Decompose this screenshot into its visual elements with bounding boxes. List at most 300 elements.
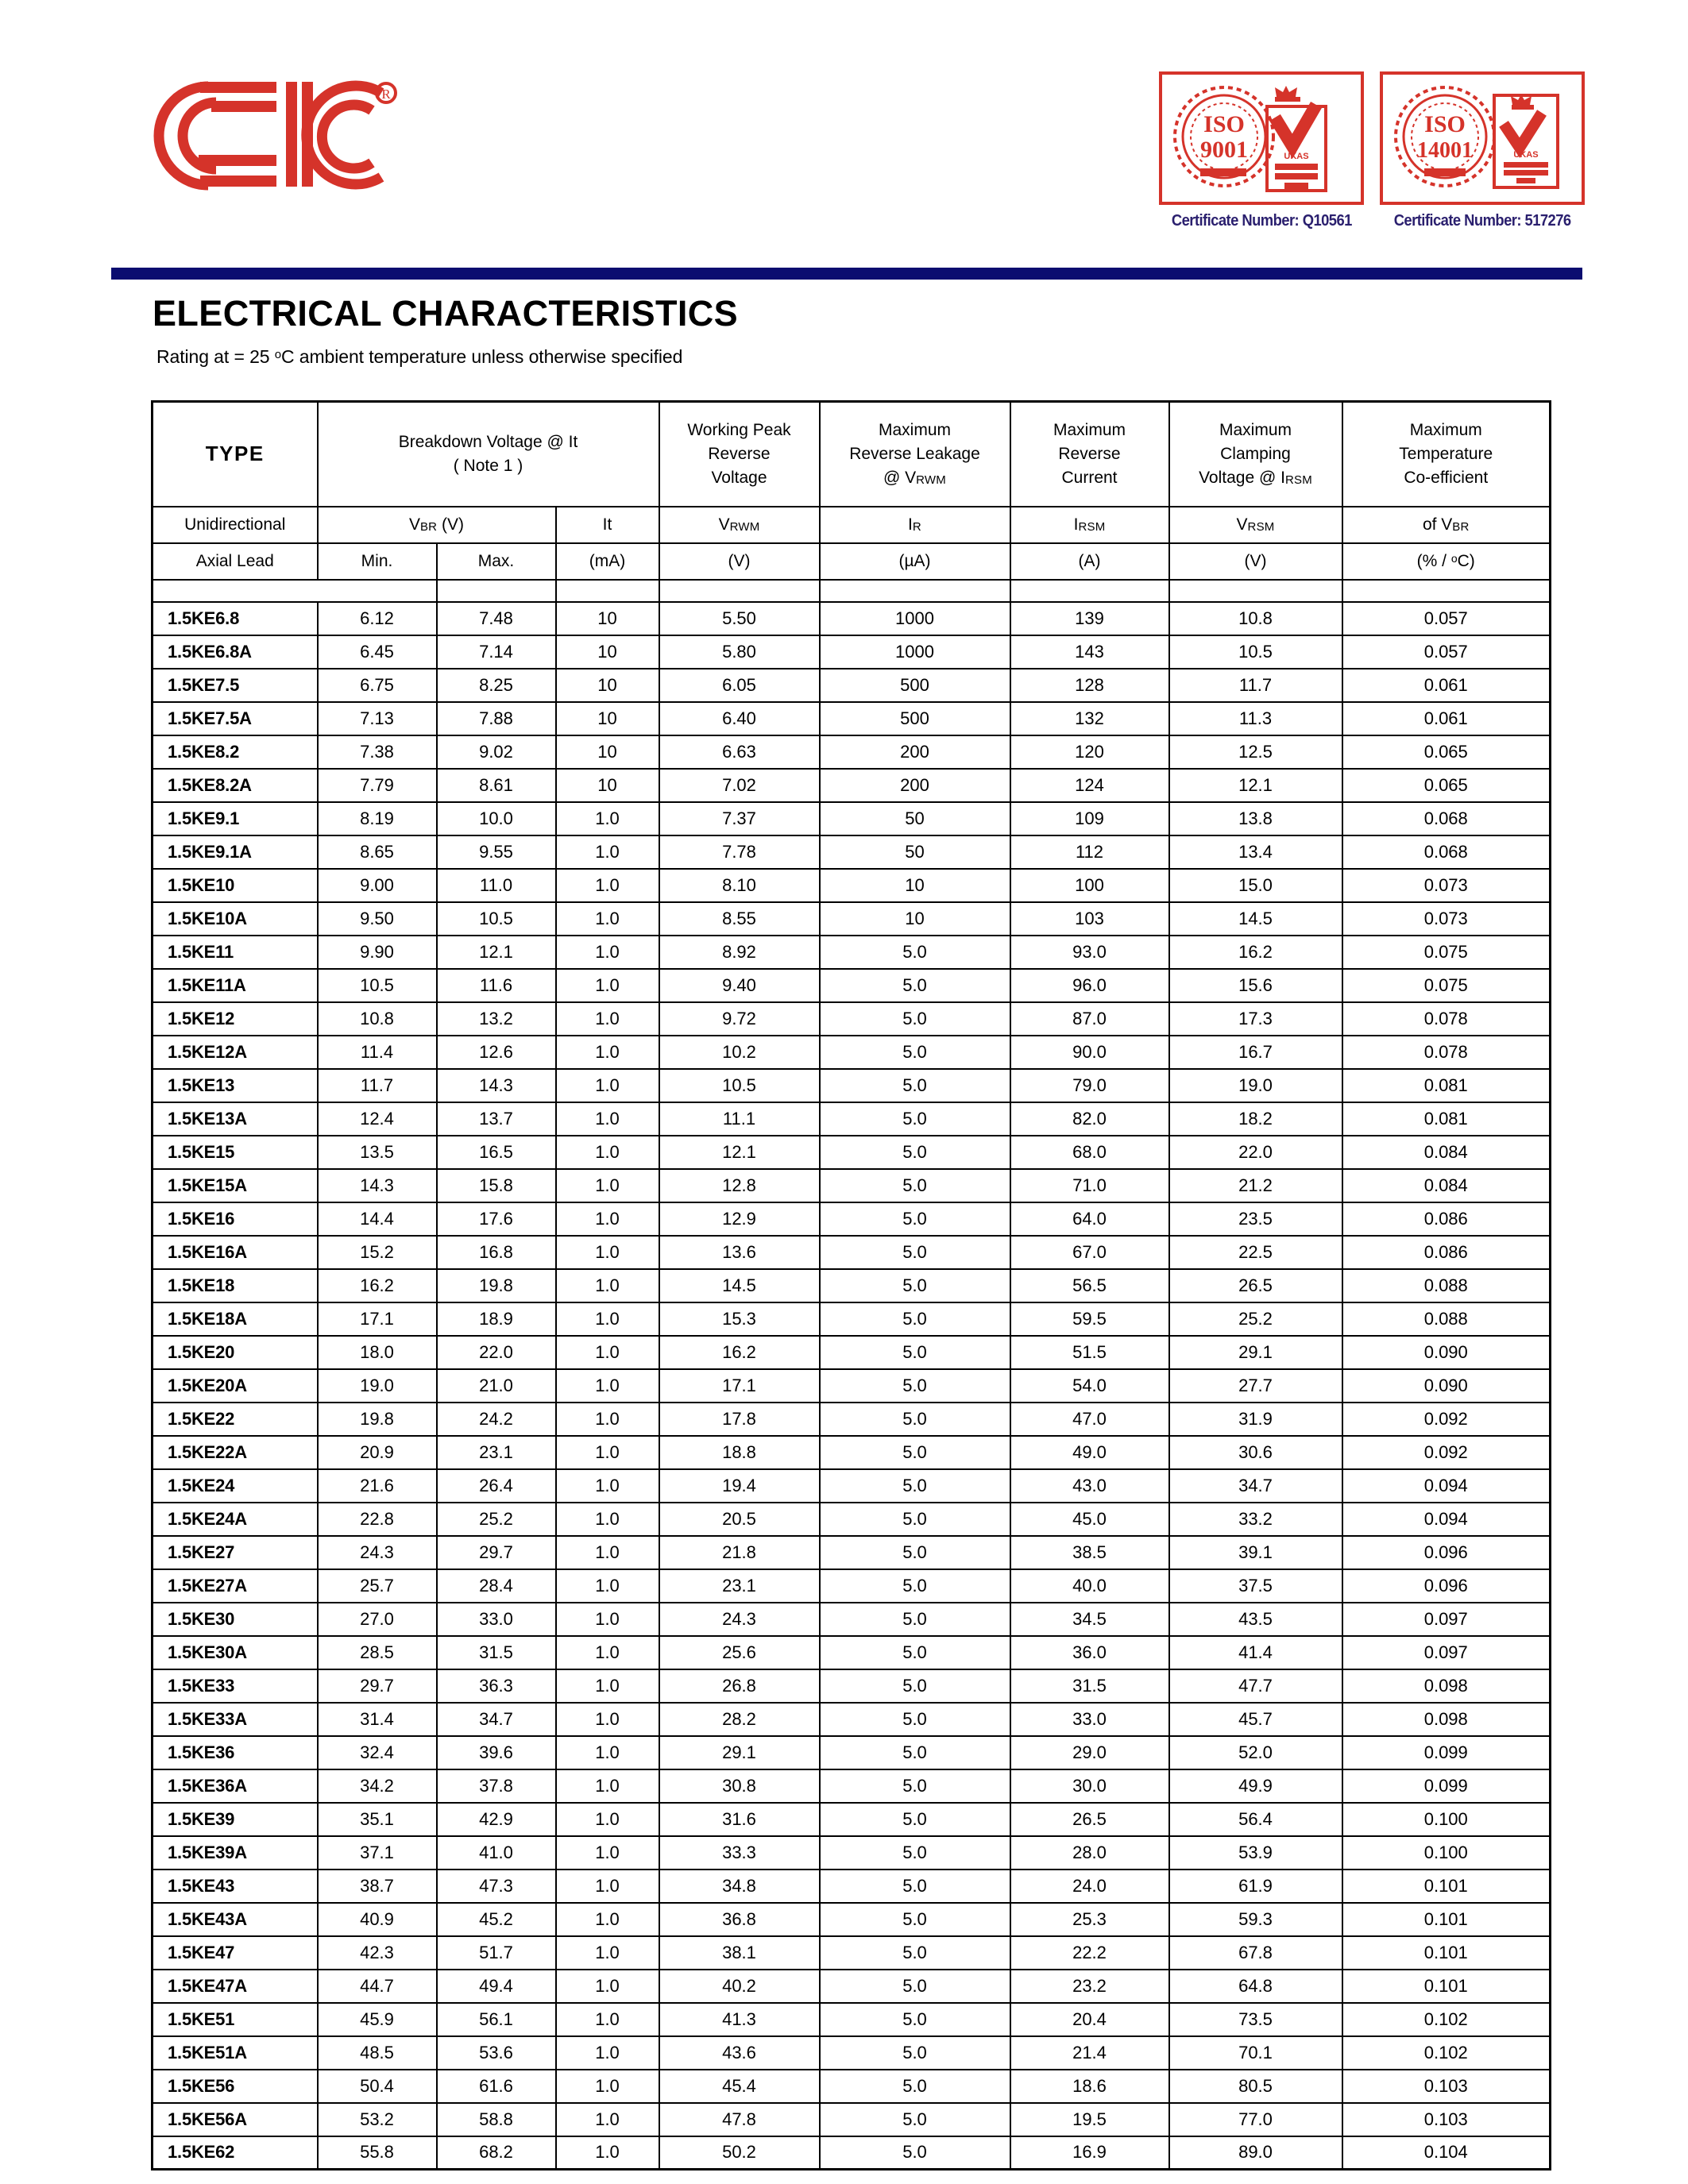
subtitle-post: C ambient temperature unless otherwise specified bbox=[281, 345, 683, 367]
cell-value: 45.4 bbox=[659, 2070, 820, 2103]
cell-value: 40.2 bbox=[659, 1970, 820, 2003]
cell-value: 82.0 bbox=[1010, 1102, 1169, 1136]
cell-value: 7.79 bbox=[318, 769, 437, 802]
cell-value: 52.0 bbox=[1169, 1736, 1342, 1769]
cell-value: 5.0 bbox=[820, 1503, 1010, 1536]
cell-value: 5.0 bbox=[820, 1002, 1010, 1036]
header-tempco-line2: Temperature bbox=[1399, 444, 1493, 463]
subtitle-pre: Rating at = 25 bbox=[156, 345, 275, 367]
cell-value: 10.5 bbox=[318, 969, 437, 1002]
cell-value: 0.098 bbox=[1342, 1669, 1551, 1703]
cell-value: 0.096 bbox=[1342, 1536, 1551, 1569]
header-irsm bbox=[1010, 507, 1169, 543]
header-axial-lead: Axial Lead bbox=[153, 543, 318, 580]
cell-value: 1.0 bbox=[556, 1803, 659, 1836]
cell-value: 15.6 bbox=[1169, 969, 1342, 1002]
spacer-cell bbox=[820, 580, 1010, 602]
cell-type: 1.5KE51 bbox=[153, 2003, 318, 2036]
table-head bbox=[153, 402, 1551, 580]
cell-value: 5.0 bbox=[820, 1870, 1010, 1903]
cell-value: 21.0 bbox=[437, 1369, 556, 1403]
header-tempco-line1: Maximum bbox=[1409, 421, 1482, 440]
cell-value: 1.0 bbox=[556, 969, 659, 1002]
cell-value: 11.7 bbox=[318, 1069, 437, 1102]
header-leakage-line3 bbox=[821, 466, 1010, 490]
table-row bbox=[153, 1436, 1551, 1469]
table-row bbox=[153, 902, 1551, 936]
cell-value: 1.0 bbox=[556, 1569, 659, 1603]
header-tempco-of-vbr bbox=[1342, 507, 1551, 543]
cell-value: 49.9 bbox=[1169, 1769, 1342, 1803]
cell-value: 23.5 bbox=[1169, 1202, 1342, 1236]
iso-9001-badge-box bbox=[1159, 71, 1364, 205]
cell-value: 19.8 bbox=[437, 1269, 556, 1302]
cell-value: 16.7 bbox=[1169, 1036, 1342, 1069]
cell-value: 9.40 bbox=[659, 969, 820, 1002]
cell-value: 9.02 bbox=[437, 735, 556, 769]
cell-value: 0.099 bbox=[1342, 1736, 1551, 1769]
cell-value: 36.8 bbox=[659, 1903, 820, 1936]
page-title: ELECTRICAL CHARACTERISTICS bbox=[153, 293, 739, 334]
cell-value: 12.5 bbox=[1169, 735, 1342, 769]
cell-value: 13.8 bbox=[1169, 802, 1342, 835]
cell-type: 1.5KE8.2A bbox=[153, 769, 318, 802]
cell-value: 0.078 bbox=[1342, 1036, 1551, 1069]
cell-value: 30.0 bbox=[1010, 1769, 1169, 1803]
cell-value: 1.0 bbox=[556, 1436, 659, 1469]
cell-value: 12.1 bbox=[437, 936, 556, 969]
cell-value: 6.40 bbox=[659, 702, 820, 735]
cell-value: 34.8 bbox=[659, 1870, 820, 1903]
header-max-temperature-coefficient bbox=[1342, 402, 1551, 507]
header-min: Min. bbox=[318, 543, 437, 580]
cell-value: 124 bbox=[1010, 769, 1169, 802]
tempco-symbol: of V bbox=[1422, 515, 1453, 534]
cell-value: 25.2 bbox=[437, 1503, 556, 1536]
cell-value: 0.086 bbox=[1342, 1236, 1551, 1269]
cell-type: 1.5KE16A bbox=[153, 1236, 318, 1269]
cell-value: 5.0 bbox=[820, 1169, 1010, 1202]
cell-value: 21.8 bbox=[659, 1536, 820, 1569]
cell-value: 1.0 bbox=[556, 1302, 659, 1336]
table-row bbox=[153, 1703, 1551, 1736]
table-row bbox=[153, 1836, 1551, 1870]
cell-type: 1.5KE7.5 bbox=[153, 669, 318, 702]
cell-value: 8.10 bbox=[659, 869, 820, 902]
header-divider-rule bbox=[111, 268, 1582, 280]
page-subtitle bbox=[156, 346, 738, 368]
eic-logo-icon bbox=[151, 75, 421, 195]
table-row bbox=[153, 1469, 1551, 1503]
cell-value: 15.3 bbox=[659, 1302, 820, 1336]
cell-value: 6.45 bbox=[318, 635, 437, 669]
cell-value: 5.0 bbox=[820, 1936, 1010, 1970]
cell-value: 93.0 bbox=[1010, 936, 1169, 969]
header-max-reverse-current bbox=[1010, 402, 1169, 507]
table-row bbox=[153, 1536, 1551, 1569]
cell-value: 49.0 bbox=[1010, 1436, 1169, 1469]
cell-value: 15.2 bbox=[318, 1236, 437, 1269]
cell-value: 18.6 bbox=[1010, 2070, 1169, 2103]
table-row bbox=[153, 735, 1551, 769]
cell-value: 8.61 bbox=[437, 769, 556, 802]
cell-value: 10.5 bbox=[1169, 635, 1342, 669]
cell-value: 14.3 bbox=[318, 1169, 437, 1202]
cell-value: 47.3 bbox=[437, 1870, 556, 1903]
cell-value: 50.4 bbox=[318, 2070, 437, 2103]
cell-type: 1.5KE20A bbox=[153, 1369, 318, 1403]
cell-type: 1.5KE47 bbox=[153, 1936, 318, 1970]
cell-value: 5.0 bbox=[820, 1970, 1010, 2003]
cell-value: 34.7 bbox=[437, 1703, 556, 1736]
cell-value: 0.068 bbox=[1342, 802, 1551, 835]
cell-value: 34.7 bbox=[1169, 1469, 1342, 1503]
cell-value: 12.1 bbox=[659, 1136, 820, 1169]
cell-value: 6.75 bbox=[318, 669, 437, 702]
cell-type: 1.5KE10 bbox=[153, 869, 318, 902]
cell-value: 27.7 bbox=[1169, 1369, 1342, 1403]
header-leakage-line1: Maximum bbox=[878, 421, 951, 440]
cell-value: 40.9 bbox=[318, 1903, 437, 1936]
cell-value: 5.0 bbox=[820, 2103, 1010, 2136]
cell-value: 18.8 bbox=[659, 1436, 820, 1469]
cell-value: 19.5 bbox=[1010, 2103, 1169, 2136]
table-row bbox=[153, 1970, 1551, 2003]
cell-type: 1.5KE20 bbox=[153, 1336, 318, 1369]
cell-value: 132 bbox=[1010, 702, 1169, 735]
cell-value: 40.0 bbox=[1010, 1569, 1169, 1603]
cell-value: 13.4 bbox=[1169, 835, 1342, 869]
table-row bbox=[153, 1636, 1551, 1669]
spacer-cell bbox=[1342, 580, 1551, 602]
cell-value: 20.9 bbox=[318, 1436, 437, 1469]
cell-value: 5.0 bbox=[820, 1803, 1010, 1836]
vbr-unit: (V) bbox=[437, 515, 465, 534]
cell-value: 23.2 bbox=[1010, 1970, 1169, 2003]
cell-value: 0.097 bbox=[1342, 1603, 1551, 1636]
cell-value: 0.101 bbox=[1342, 1936, 1551, 1970]
header-vrwm bbox=[659, 507, 820, 543]
cell-value: 1.0 bbox=[556, 2136, 659, 2170]
cell-type: 1.5KE43 bbox=[153, 1870, 318, 1903]
table-row bbox=[153, 936, 1551, 969]
header-clamp-subscript: RSM bbox=[1284, 473, 1312, 487]
header-ir bbox=[820, 507, 1010, 543]
cell-value: 26.8 bbox=[659, 1669, 820, 1703]
header-breakdown-line2: ( Note 1 ) bbox=[453, 456, 523, 475]
cell-value: 53.6 bbox=[437, 2036, 556, 2070]
cell-value: 26.4 bbox=[437, 1469, 556, 1503]
cell-value: 28.0 bbox=[1010, 1836, 1169, 1870]
cell-value: 1.0 bbox=[556, 1069, 659, 1102]
cell-value: 51.5 bbox=[1010, 1336, 1169, 1369]
cell-value: 11.3 bbox=[1169, 702, 1342, 735]
cell-value: 28.5 bbox=[318, 1636, 437, 1669]
header-max: Max. bbox=[437, 543, 556, 580]
vbr-symbol: V bbox=[408, 515, 420, 534]
table-row bbox=[153, 1202, 1551, 1236]
cell-value: 22.2 bbox=[1010, 1936, 1169, 1970]
cell-value: 5.0 bbox=[820, 1836, 1010, 1870]
cell-value: 32.4 bbox=[318, 1736, 437, 1769]
cell-value: 0.075 bbox=[1342, 969, 1551, 1002]
irsm-symbol: I bbox=[1073, 515, 1079, 534]
cell-value: 1.0 bbox=[556, 1503, 659, 1536]
cell-value: 0.081 bbox=[1342, 1069, 1551, 1102]
cell-value: 5.0 bbox=[820, 1569, 1010, 1603]
cell-type: 1.5KE36 bbox=[153, 1736, 318, 1769]
cell-value: 67.8 bbox=[1169, 1936, 1342, 1970]
cell-value: 29.7 bbox=[318, 1669, 437, 1703]
cell-value: 58.8 bbox=[437, 2103, 556, 2136]
cell-value: 31.6 bbox=[659, 1803, 820, 1836]
cell-value: 0.061 bbox=[1342, 669, 1551, 702]
spacer-cell bbox=[153, 580, 318, 602]
cell-value: 10.8 bbox=[1169, 602, 1342, 635]
cell-value: 1.0 bbox=[556, 2003, 659, 2036]
header-unit-v-rwm: (V) bbox=[659, 543, 820, 580]
cell-type: 1.5KE39 bbox=[153, 1803, 318, 1836]
cell-value: 1000 bbox=[820, 602, 1010, 635]
cell-type: 1.5KE24A bbox=[153, 1503, 318, 1536]
cell-value: 17.8 bbox=[659, 1403, 820, 1436]
cell-value: 0.090 bbox=[1342, 1336, 1551, 1369]
table-row bbox=[153, 702, 1551, 735]
header-clamp-symbol: Voltage @ I bbox=[1199, 468, 1285, 487]
cell-value: 20.5 bbox=[659, 1503, 820, 1536]
cell-value: 109 bbox=[1010, 802, 1169, 835]
cell-value: 8.19 bbox=[318, 802, 437, 835]
cell-value: 1000 bbox=[820, 635, 1010, 669]
cell-value: 1.0 bbox=[556, 1036, 659, 1069]
cell-value: 13.7 bbox=[437, 1102, 556, 1136]
cell-type: 1.5KE12A bbox=[153, 1036, 318, 1069]
header-working-line3: Voltage bbox=[711, 468, 767, 487]
cell-value: 500 bbox=[820, 669, 1010, 702]
cell-value: 39.1 bbox=[1169, 1536, 1342, 1569]
cell-value: 0.099 bbox=[1342, 1769, 1551, 1803]
svg-text:UKAS: UKAS bbox=[1513, 150, 1539, 160]
cell-value: 8.55 bbox=[659, 902, 820, 936]
cell-type: 1.5KE27A bbox=[153, 1569, 318, 1603]
cell-value: 64.0 bbox=[1010, 1202, 1169, 1236]
cell-type: 1.5KE22 bbox=[153, 1403, 318, 1436]
cell-value: 9.72 bbox=[659, 1002, 820, 1036]
cell-value: 5.0 bbox=[820, 936, 1010, 969]
cell-value: 16.2 bbox=[318, 1269, 437, 1302]
irsm-subscript: RSM bbox=[1078, 519, 1106, 534]
cell-value: 59.5 bbox=[1010, 1302, 1169, 1336]
cell-value: 5.0 bbox=[820, 1369, 1010, 1403]
cell-value: 64.8 bbox=[1169, 1970, 1342, 2003]
cell-value: 61.6 bbox=[437, 2070, 556, 2103]
table-row bbox=[153, 1769, 1551, 1803]
cell-type: 1.5KE18A bbox=[153, 1302, 318, 1336]
cell-value: 26.5 bbox=[1010, 1803, 1169, 1836]
cell-value: 1.0 bbox=[556, 1403, 659, 1436]
header-clamp-line1: Maximum bbox=[1219, 421, 1292, 440]
table-row bbox=[153, 635, 1551, 669]
cell-value: 59.3 bbox=[1169, 1903, 1342, 1936]
cell-type: 1.5KE12 bbox=[153, 1002, 318, 1036]
cell-value: 50 bbox=[820, 802, 1010, 835]
header-row-units bbox=[153, 543, 1551, 580]
cell-value: 10.0 bbox=[437, 802, 556, 835]
cell-value: 34.2 bbox=[318, 1769, 437, 1803]
cell-type: 1.5KE39A bbox=[153, 1836, 318, 1870]
cell-value: 5.0 bbox=[820, 1603, 1010, 1636]
cell-value: 0.101 bbox=[1342, 1970, 1551, 2003]
header-unit-a: (A) bbox=[1010, 543, 1169, 580]
cell-value: 45.9 bbox=[318, 2003, 437, 2036]
cell-value: 0.090 bbox=[1342, 1369, 1551, 1403]
cell-value: 1.0 bbox=[556, 1169, 659, 1202]
cell-value: 5.0 bbox=[820, 1669, 1010, 1703]
cell-value: 13.5 bbox=[318, 1136, 437, 1169]
cell-type: 1.5KE30A bbox=[153, 1636, 318, 1669]
cell-value: 0.092 bbox=[1342, 1403, 1551, 1436]
cell-value: 29.7 bbox=[437, 1536, 556, 1569]
cell-value: 54.0 bbox=[1010, 1369, 1169, 1403]
cell-value: 42.3 bbox=[318, 1936, 437, 1970]
cell-value: 1.0 bbox=[556, 1903, 659, 1936]
tempco-unit-degree: o bbox=[1450, 551, 1458, 565]
cell-value: 500 bbox=[820, 702, 1010, 735]
header-tempco-line3: Co-efficient bbox=[1404, 468, 1489, 487]
cell-type: 1.5KE27 bbox=[153, 1536, 318, 1569]
table-row bbox=[153, 1903, 1551, 1936]
cell-value: 13.6 bbox=[659, 1236, 820, 1269]
cell-value: 0.081 bbox=[1342, 1102, 1551, 1136]
cell-value: 1.0 bbox=[556, 1769, 659, 1803]
vrwm-symbol: V bbox=[718, 515, 730, 534]
cell-value: 50 bbox=[820, 835, 1010, 869]
cell-value: 38.7 bbox=[318, 1870, 437, 1903]
cell-value: 45.2 bbox=[437, 1903, 556, 1936]
cell-value: 11.7 bbox=[1169, 669, 1342, 702]
tempco-subscript: BR bbox=[1452, 519, 1470, 534]
cell-value: 0.094 bbox=[1342, 1503, 1551, 1536]
cell-value: 1.0 bbox=[556, 1669, 659, 1703]
cell-value: 5.0 bbox=[820, 1069, 1010, 1102]
cell-value: 42.9 bbox=[437, 1803, 556, 1836]
cell-value: 0.073 bbox=[1342, 869, 1551, 902]
cell-value: 56.4 bbox=[1169, 1803, 1342, 1836]
cell-value: 1.0 bbox=[556, 1002, 659, 1036]
cell-value: 18.2 bbox=[1169, 1102, 1342, 1136]
header-leakage-symbol: @ V bbox=[883, 468, 917, 487]
cell-value: 10.5 bbox=[437, 902, 556, 936]
vbr-subscript: BR bbox=[419, 519, 438, 534]
cell-type: 1.5KE47A bbox=[153, 1970, 318, 2003]
cell-value: 22.0 bbox=[437, 1336, 556, 1369]
cell-value: 53.9 bbox=[1169, 1836, 1342, 1870]
cell-type: 1.5KE22A bbox=[153, 1436, 318, 1469]
cell-value: 10 bbox=[556, 769, 659, 802]
spacer-cell bbox=[318, 580, 437, 602]
table-row bbox=[153, 1302, 1551, 1336]
cell-type: 1.5KE33 bbox=[153, 1669, 318, 1703]
cell-value: 43.5 bbox=[1169, 1603, 1342, 1636]
cell-value: 1.0 bbox=[556, 835, 659, 869]
cell-value: 49.4 bbox=[437, 1970, 556, 2003]
cell-value: 1.0 bbox=[556, 1269, 659, 1302]
cell-value: 18.9 bbox=[437, 1302, 556, 1336]
cell-value: 0.103 bbox=[1342, 2070, 1551, 2103]
table-row bbox=[153, 869, 1551, 902]
cell-value: 1.0 bbox=[556, 902, 659, 936]
cell-type: 1.5KE9.1A bbox=[153, 835, 318, 869]
cell-value: 14.5 bbox=[1169, 902, 1342, 936]
cell-type: 1.5KE62 bbox=[153, 2136, 318, 2170]
cell-value: 0.057 bbox=[1342, 635, 1551, 669]
cell-value: 5.0 bbox=[820, 1403, 1010, 1436]
header-it-symbol: It bbox=[556, 507, 659, 543]
cell-value: 56.1 bbox=[437, 2003, 556, 2036]
iso-14001-certificate-number: Certificate Number: 517276 bbox=[1393, 212, 1571, 230]
cell-value: 5.0 bbox=[820, 2036, 1010, 2070]
spacer-cell bbox=[1010, 580, 1169, 602]
svg-text:R: R bbox=[381, 87, 391, 102]
cell-value: 0.103 bbox=[1342, 2103, 1551, 2136]
cell-value: 10.2 bbox=[659, 1036, 820, 1069]
degree-symbol: o bbox=[274, 347, 281, 361]
cell-value: 200 bbox=[820, 769, 1010, 802]
cell-value: 44.7 bbox=[318, 1970, 437, 2003]
iso-14001-badge-box bbox=[1380, 71, 1585, 205]
cell-value: 22.0 bbox=[1169, 1136, 1342, 1169]
cell-value: 1.0 bbox=[556, 1603, 659, 1636]
cell-value: 5.0 bbox=[820, 1202, 1010, 1236]
svg-text:9001: 9001 bbox=[1200, 137, 1248, 163]
cell-value: 25.6 bbox=[659, 1636, 820, 1669]
cell-value: 12.1 bbox=[1169, 769, 1342, 802]
cell-value: 71.0 bbox=[1010, 1169, 1169, 1202]
cell-value: 22.8 bbox=[318, 1503, 437, 1536]
cell-value: 0.101 bbox=[1342, 1870, 1551, 1903]
cell-value: 0.084 bbox=[1342, 1136, 1551, 1169]
table-row bbox=[153, 769, 1551, 802]
table-row bbox=[153, 1269, 1551, 1302]
cell-value: 19.4 bbox=[659, 1469, 820, 1503]
cell-value: 39.6 bbox=[437, 1736, 556, 1769]
cell-value: 5.0 bbox=[820, 1703, 1010, 1736]
cell-value: 30.6 bbox=[1169, 1436, 1342, 1469]
header-working-line2: Reverse bbox=[708, 444, 771, 463]
cell-value: 120 bbox=[1010, 735, 1169, 769]
cell-value: 10 bbox=[556, 635, 659, 669]
cell-value: 14.5 bbox=[659, 1269, 820, 1302]
spacer-cell bbox=[437, 580, 556, 602]
cell-value: 11.6 bbox=[437, 969, 556, 1002]
cell-value: 17.3 bbox=[1169, 1002, 1342, 1036]
table-row bbox=[153, 2103, 1551, 2136]
cell-value: 11.4 bbox=[318, 1036, 437, 1069]
table-row bbox=[153, 1803, 1551, 1836]
cell-value: 10 bbox=[820, 902, 1010, 936]
header-unit-percent-per-c bbox=[1342, 543, 1551, 580]
table-row bbox=[153, 1069, 1551, 1102]
cell-value: 68.2 bbox=[437, 2136, 556, 2170]
cell-value: 5.0 bbox=[820, 1903, 1010, 1936]
cell-value: 7.78 bbox=[659, 835, 820, 869]
cell-value: 35.1 bbox=[318, 1803, 437, 1836]
cell-value: 0.092 bbox=[1342, 1436, 1551, 1469]
cell-value: 89.0 bbox=[1169, 2136, 1342, 2170]
cell-value: 5.0 bbox=[820, 1436, 1010, 1469]
table-row bbox=[153, 1036, 1551, 1069]
cell-value: 7.37 bbox=[659, 802, 820, 835]
